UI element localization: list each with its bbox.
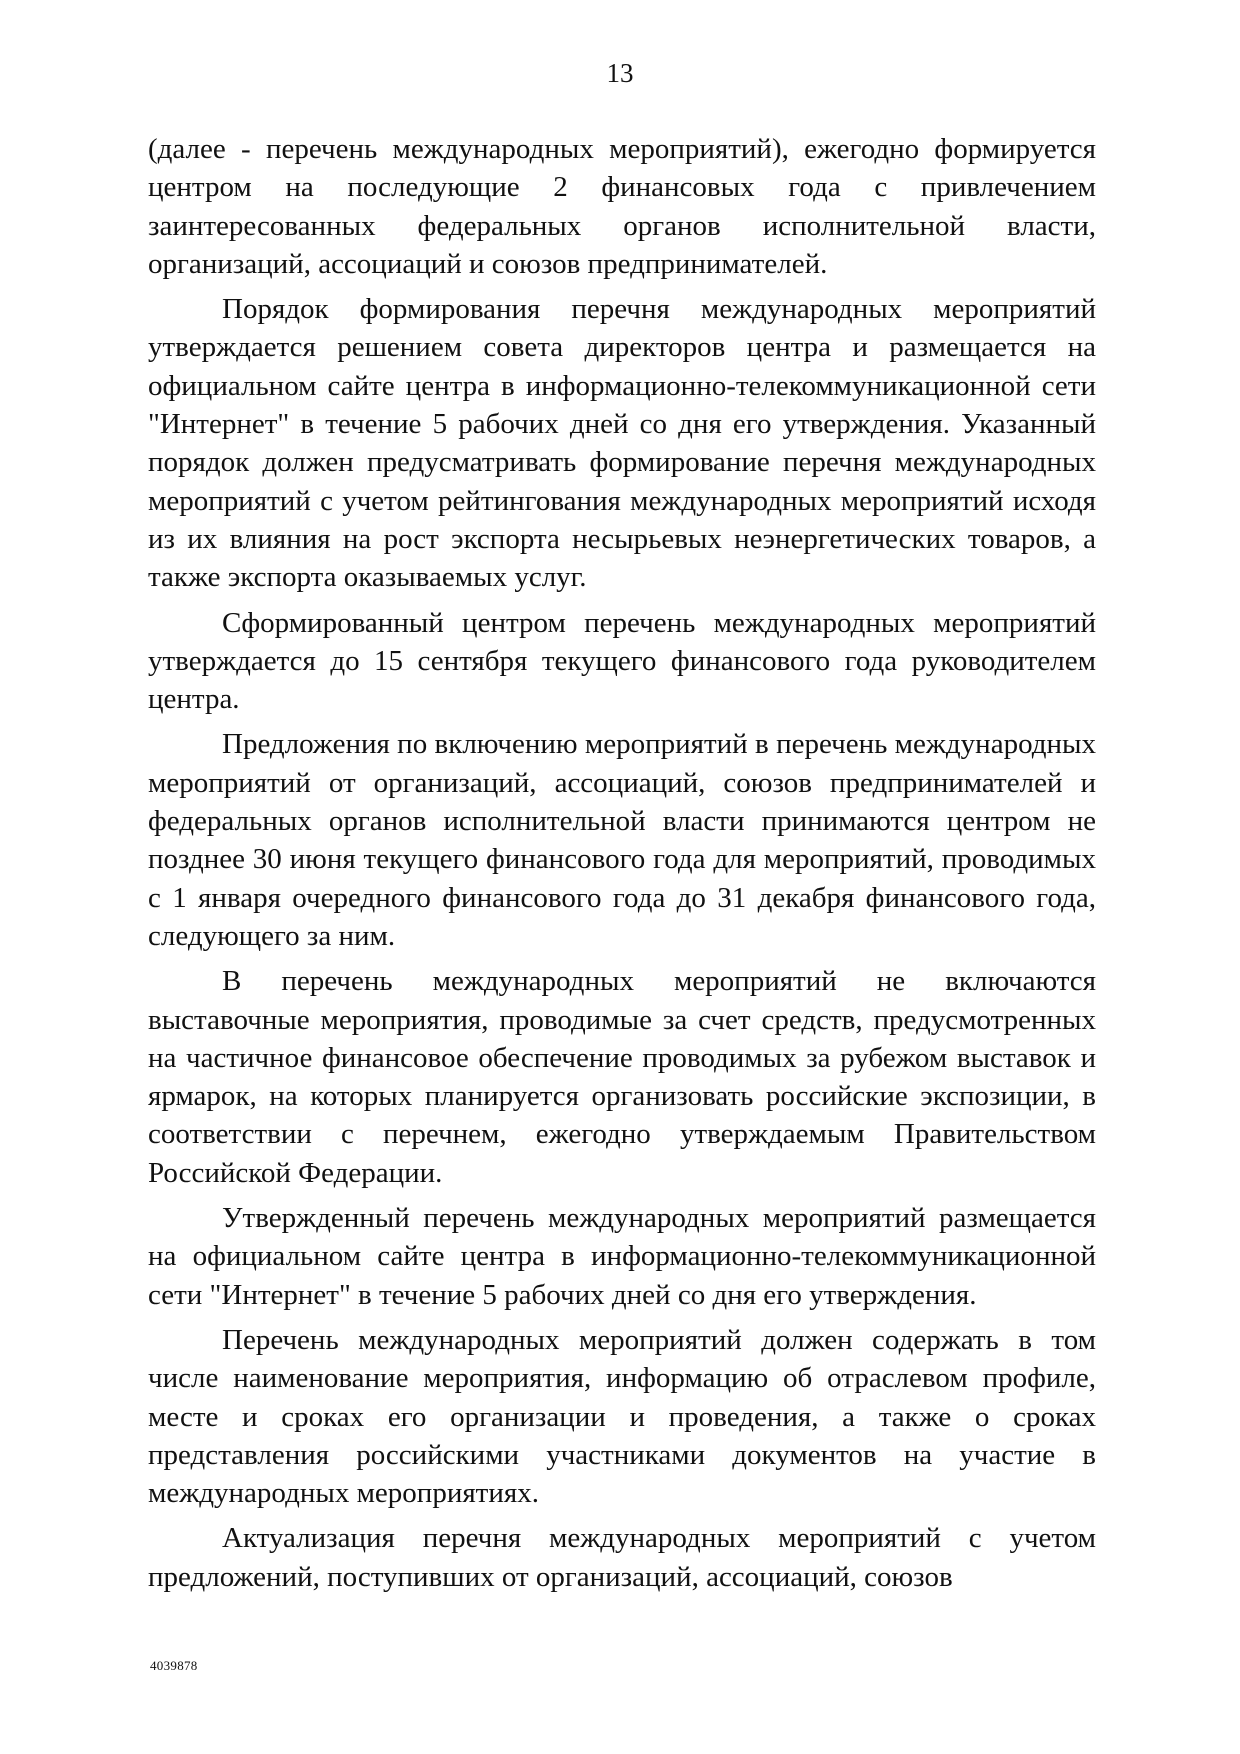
paragraph-procedure: Порядок формирования перечня международных мероприятий утверждается решением совета директоров центра и размещается на официальном сайте центра в информационно-телекоммуникационной сети "Интернет" в течение 5 рабочих дней со дня его утверждения. Указанный порядок должен предусматривать формирование перечня международных мероприятий с учетом рейтингования международных мероприятий исходя из их влияния на рост экспорта несырьевых неэнергетических товаров, а также экспорта оказываемых услуг. <box>148 293 1096 594</box>
page-number: 13 <box>606 58 634 88</box>
document-body <box>148 130 1096 1603</box>
paragraph-approval-deadline: Сформированный центром перечень международных мероприятий утверждается до 15 сентября текущего финансового года руководителем центра. <box>148 606 1096 716</box>
paragraph-contents: Перечень международных мероприятий должен содержать в том числе наименование мероприятия, информацию об отраслевом профиле, месте и сроках его организации и проведения, а также о сроках представления российскими участниками документов на участие в международных мероприятиях. <box>148 1323 1096 1510</box>
paragraph-publication: Утвержденный перечень международных мероприятий размещается на официальном сайте центра в информационно-телекоммуникационной сети "Интернет" в течение 5 рабочих дней со дня его утверждения. <box>148 1202 1096 1311</box>
paragraph-continuation: (далее - перечень международных мероприятий), ежегодно формируется центром на последующие 2 финансовых года с привлечением заинтересованных федеральных органов исполнительной власти, организаций, ассоциаций и союзов предпринимателей. <box>148 133 1096 280</box>
paragraph-proposals: Предложения по включению мероприятий в перечень международных мероприятий от организаций, ассоциаций, союзов предпринимателей и федеральных органов исполнительной власти принимаются центром не позднее 30 июня текущего финансового года для мероприятий, проводимых с 1 января очередного финансового года до 31 декабря финансового года, следующего за ним. <box>148 728 1096 952</box>
paragraph-update: Актуализация перечня международных мероприятий с учетом предложений, поступивших от организаций, ассоциаций, союзов <box>148 1522 1096 1593</box>
document-code: 4039878 <box>150 1658 198 1673</box>
paragraph-exclusions: В перечень международных мероприятий не включаются выставочные мероприятия, проводимые за счет средств, предусмотренных на частичное финансовое обеспечение проводимых за рубежом выставок и ярмарок, на которых планируется организовать российские экспозиции, в соответствии с перечнем, ежегодно утверждаемым Правительством Российской Федерации. <box>148 965 1096 1189</box>
